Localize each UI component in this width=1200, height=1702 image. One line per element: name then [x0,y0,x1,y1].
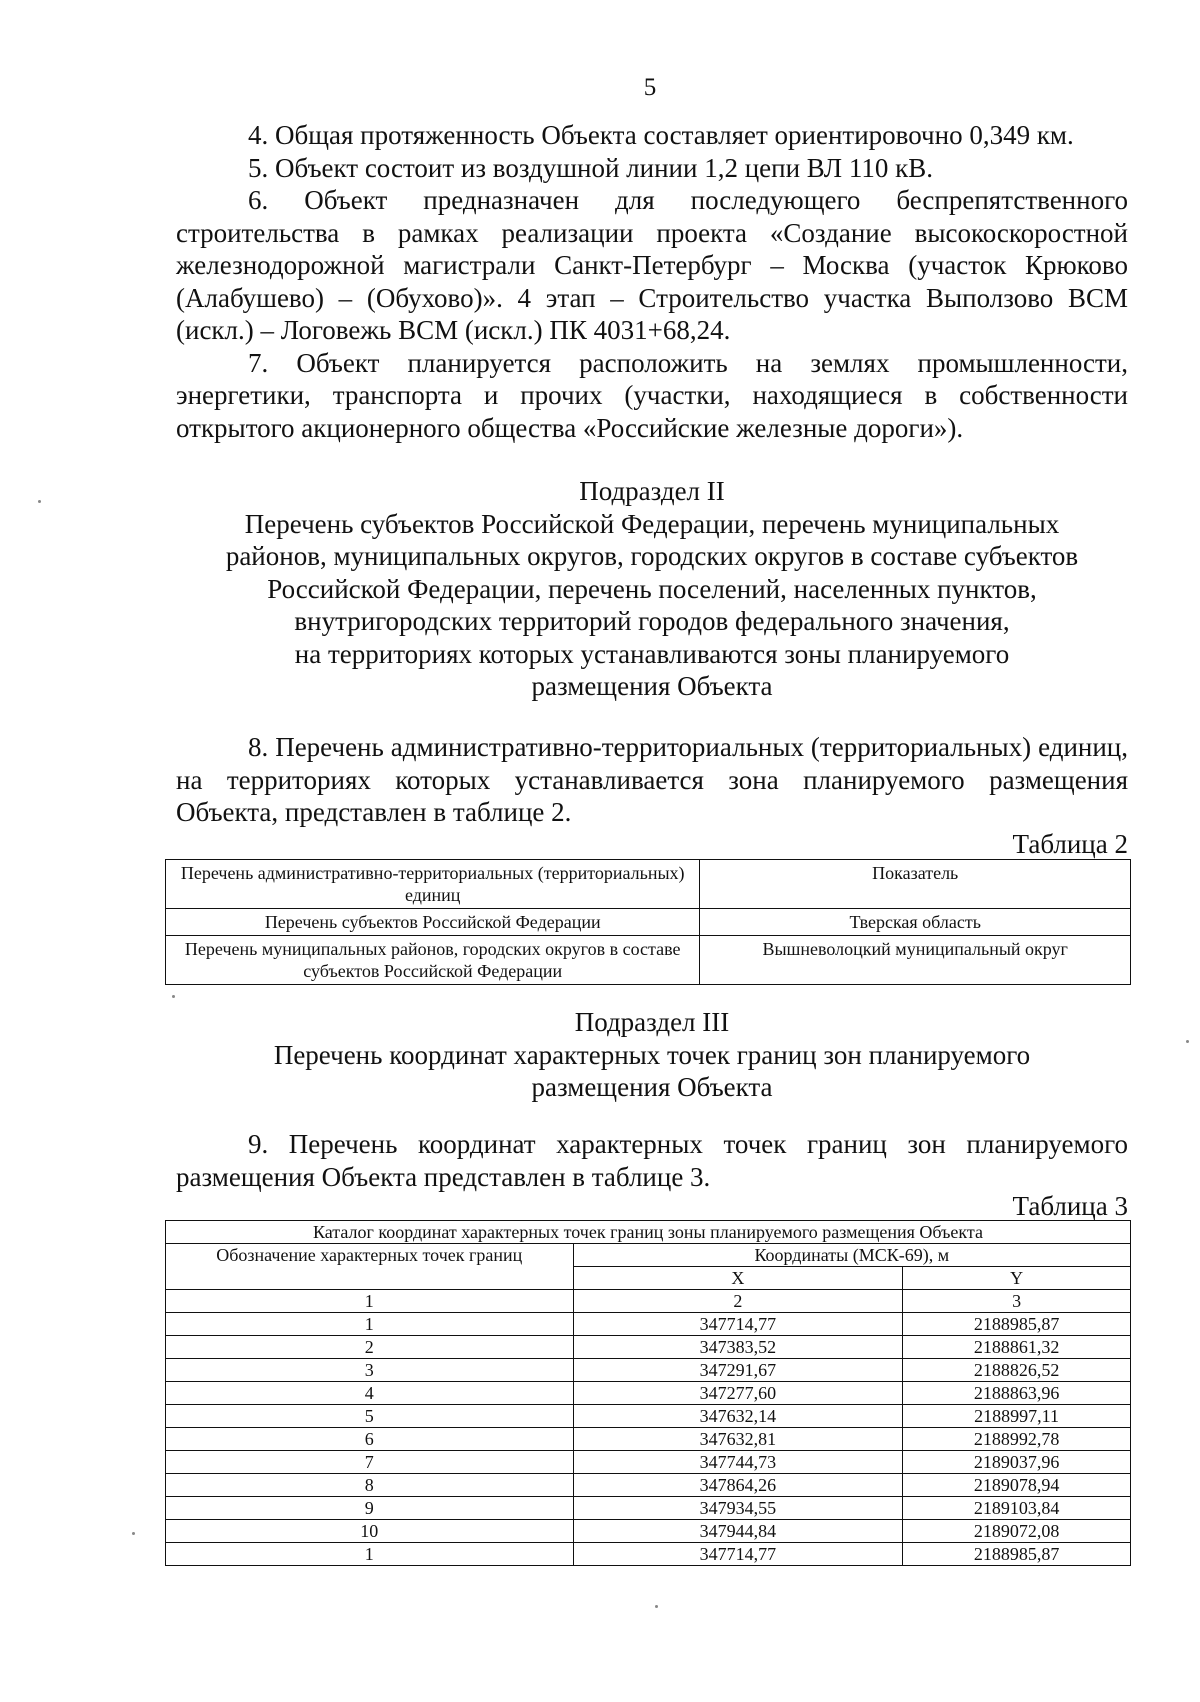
scan-speck [1186,1040,1189,1043]
table-cell: 347744,73 [573,1451,903,1474]
table-3 [165,1220,1131,1566]
table-cell: 9 [166,1497,574,1520]
table-cell: 2188992,78 [903,1428,1131,1451]
table-row [166,860,1131,909]
table-row [166,1451,1131,1474]
subsection-2-line: Российской Федерации, перечень поселений, населенных пунктов, [267,573,1037,604]
table-cell: 2189078,94 [903,1474,1131,1497]
table-cell: 2188863,96 [903,1382,1131,1405]
paragraph-8-block [176,731,1128,829]
subsection-2-line: Перечень субъектов Российской Федерации, перечень муниципальных [244,508,1060,539]
table-3-y-header: Y [903,1267,1131,1290]
table-cell: Перечень субъектов Российской Федерации [166,909,700,936]
table-cell: 2188997,11 [903,1405,1131,1428]
table-row [166,1313,1131,1336]
subsection-3-title: Подраздел III [574,1007,730,1037]
scan-speck [172,995,175,998]
table-cell: 5 [166,1405,574,1428]
table-cell: Перечень муниципальных районов, городских округов в составе субъектов Российской Федерации [166,936,700,985]
table-3-col-number: 2 [573,1290,903,1313]
paragraph-7: 7. Объект планируется расположить на землях промышленности, энергетики, транспорта и прочих (участки, находящиеся в собственности открытого акционерного общества «Российские железные дороги»). [176,347,1128,443]
scan-speck [655,1605,658,1608]
table-cell: 7 [166,1451,574,1474]
paragraph-5: 5. Объект состоит из воздушной линии 1,2 цепи ВЛ 110 кВ. [248,152,933,183]
table-cell: 347632,81 [573,1428,903,1451]
subsection-2-line: размещения Объекта [531,671,773,701]
table-3-col1-header: Обозначение характерных точек границ [166,1244,574,1290]
table-cell: 347934,55 [573,1497,903,1520]
table-cell: 347291,67 [573,1359,903,1382]
table-cell: Вышневолоцкий муниципальный округ [700,936,1131,985]
table-cell: 1 [166,1313,574,1336]
table-cell: 347383,52 [573,1336,903,1359]
table-row [166,1244,1131,1267]
table-2-caption: Таблица 2 [1012,829,1128,859]
subsection-3-line: размещения Объекта [531,1072,773,1102]
table-cell: 2188861,32 [903,1336,1131,1359]
table-3-col-number: 1 [166,1290,574,1313]
scan-speck [132,1532,135,1535]
table-2-header-indicator: Показатель [700,860,1131,909]
intro-paragraphs [176,119,1128,444]
table-3-caption: Таблица 3 [1012,1191,1128,1221]
table-row [166,1543,1131,1566]
table-cell: 347714,77 [573,1313,903,1336]
table-row [166,936,1131,985]
table-cell: 2 [166,1336,574,1359]
table-3-coords-header: Координаты (МСК-69), м [573,1244,1130,1267]
table-cell: 6 [166,1428,574,1451]
table-row [166,1405,1131,1428]
table-row [166,1497,1131,1520]
paragraph-9: 9. Перечень координат характерных точек границ зон планируемого размещения Объекта представлен в таблице 3. [176,1129,1128,1192]
subsection-2-line: на территориях которых устанавливаются зоны планируемого [294,638,1010,669]
table-cell: 2189037,96 [903,1451,1131,1474]
table-row [166,1221,1131,1244]
table-3-x-header: X [573,1267,903,1290]
table-cell: 347944,84 [573,1520,903,1543]
table-row [166,1290,1131,1313]
paragraph-9-block [176,1128,1128,1193]
scan-speck [38,500,41,503]
table-cell: 347714,77 [573,1543,903,1566]
table-cell: 347632,14 [573,1405,903,1428]
table-2-header-units: Перечень административно-территориальных (территориальных) единиц [166,860,700,909]
table-row [166,1336,1131,1359]
table-cell: 4 [166,1382,574,1405]
subsection-3-heading [176,1006,1128,1104]
paragraph-6: 6. Объект предназначен для последующего беспрепятственного строительства в рамках реализации проекта «Создание высокоскоростной железнодорожной магистрали Санкт-Петербург – Москва (участок Крюково (Алабушево) – (Обухово)». 4 этап – Строительство участка Выползово ВСМ (искл.) – Логовежь ВСМ (искл.) ПК 4031+68,24. [176,185,1128,345]
table-row [166,1382,1131,1405]
table-cell: 2188985,87 [903,1313,1131,1336]
table-cell: Тверская область [700,909,1131,936]
table-row [166,1520,1131,1543]
table-3-col-number: 3 [903,1290,1131,1313]
table-cell: 2188985,87 [903,1543,1131,1566]
table-2 [165,859,1131,985]
subsection-2-title: Подраздел II [579,476,725,506]
page-number: 5 [643,74,657,101]
subsection-2-line: районов, муниципальных округов, городских округов в составе субъектов [225,541,1079,571]
table-row [166,1359,1131,1382]
subsection-3-line: Перечень координат характерных точек границ зон планируемого [273,1039,1031,1070]
table-cell: 2189103,84 [903,1497,1131,1520]
table-cell: 347864,26 [573,1474,903,1497]
paragraph-4: 4. Общая протяженность Объекта составляет ориентировочно 0,349 км. [248,120,1074,150]
table-row [166,1474,1131,1497]
table-cell: 8 [166,1474,574,1497]
paragraph-8: 8. Перечень административно-территориальных (территориальных) единиц, на территориях которых устанавливается зона планируемого размещения Объекта, представлен в таблице 2. [176,732,1128,827]
table-row [166,909,1131,936]
table-3-title: Каталог координат характерных точек границ зоны планируемого размещения Объекта [166,1221,1131,1244]
table-row [166,1428,1131,1451]
table-cell: 3 [166,1359,574,1382]
table-cell: 347277,60 [573,1382,903,1405]
subsection-2-line: внутригородских территорий городов федерального значения, [294,606,1010,636]
table-cell: 2189072,08 [903,1520,1131,1543]
table-cell: 10 [166,1520,574,1543]
table-cell: 2188826,52 [903,1359,1131,1382]
table-cell: 1 [166,1543,574,1566]
subsection-2-heading [176,475,1128,703]
